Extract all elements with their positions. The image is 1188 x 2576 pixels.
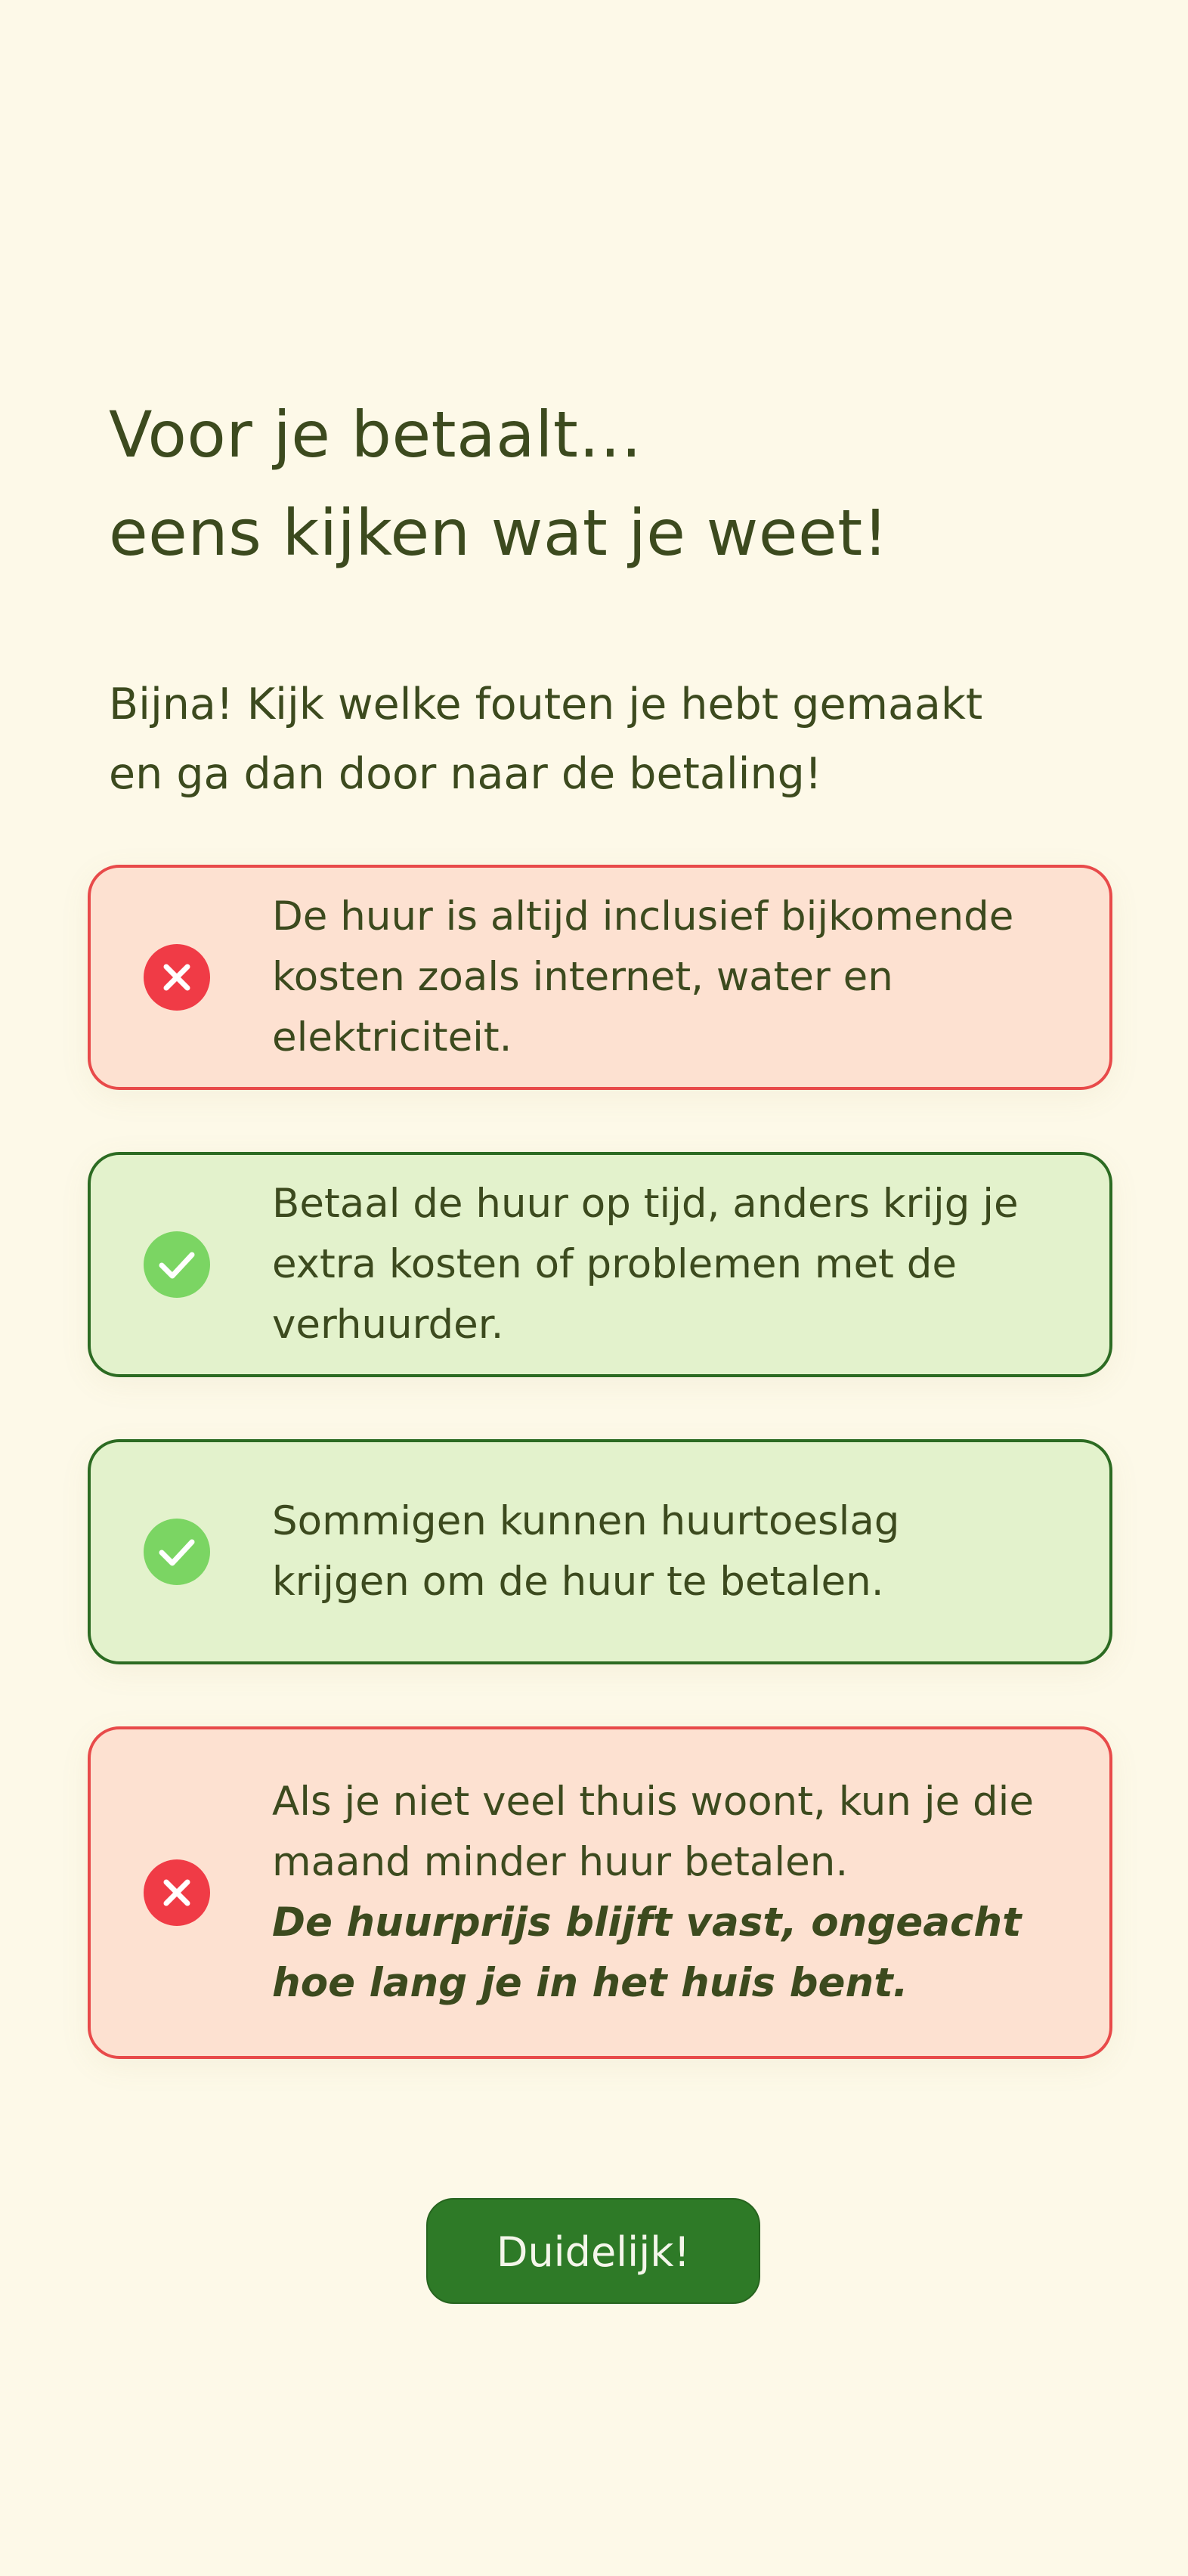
check-circle-icon: [144, 1519, 210, 1585]
correction-line: hoe lang je in het huis bent.: [272, 1960, 908, 2006]
x-circle-icon: [144, 1859, 210, 1926]
statement-text: [272, 1442, 1079, 1661]
statement-card-correct: [88, 1439, 1112, 1664]
page-title: [109, 385, 1091, 582]
statement-line: krijgen om de huur te betalen.: [272, 1559, 884, 1605]
page-subtitle-line-2: en ga dan door naar de betaling!: [109, 749, 822, 799]
check-circle-icon: [144, 1231, 210, 1298]
page-subtitle: [109, 670, 1091, 809]
statement-text: [272, 868, 1079, 1087]
x-circle-icon: [144, 944, 210, 1011]
page-title-line-2: eens kijken wat je weet!: [109, 496, 889, 570]
page-subtitle-line-1: Bijna! Kijk welke fouten je hebt gemaakt: [109, 680, 983, 729]
statement-line: Betaal de huur op tijd, anders krijg je: [272, 1181, 1019, 1227]
statement-card-wrong: [88, 865, 1112, 1090]
statement-line: elektriciteit.: [272, 1014, 512, 1060]
statement-card-wrong: [88, 1726, 1112, 2059]
statement-line: De huur is altijd inclusief bijkomende: [272, 893, 1014, 940]
statement-text: [272, 1729, 1079, 2056]
statement-line: extra kosten of problemen met de: [272, 1241, 957, 1287]
statement-line: Als je niet veel thuis woont, kun je die: [272, 1779, 1034, 1825]
statement-line: maand minder huur betalen.: [272, 1839, 849, 1885]
statement-text: [272, 1155, 1079, 1374]
correction-line: De huurprijs blijft vast, ongeacht: [272, 1899, 1022, 1946]
statement-line: kosten zoals internet, water en: [272, 954, 893, 1000]
statement-line: verhuurder.: [272, 1302, 504, 1348]
statement-line: Sommigen kunnen huurtoeslag: [272, 1498, 900, 1544]
statement-card-correct: [88, 1152, 1112, 1377]
page-title-line-1: Voor je betaalt…: [109, 398, 642, 472]
confirm-button[interactable]: Duidelijk!: [426, 2198, 760, 2304]
